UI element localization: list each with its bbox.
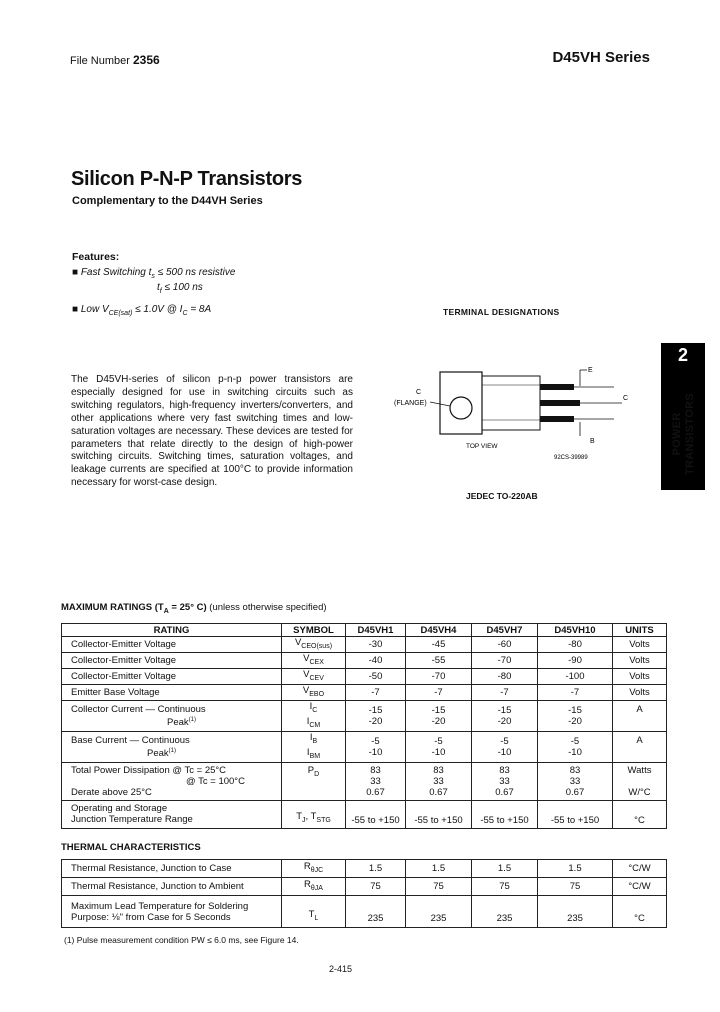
section-tab-label: POWER TRANSISTORS	[671, 393, 696, 475]
table-row: Collector-Emitter Voltage $V_{CEX}$ -40 -55 -70 -90 Volts	[62, 653, 667, 669]
table-row-power-dissipation: Total Power Dissipation @ Tc = 25°C @ Tc = 100°C Derate above 25°C $P_D$ 83 33 0.67 83 33 0.67 83 33 0.67 83 33 0.67 Watts W/°C	[62, 762, 667, 800]
bullet-icon: ■	[72, 267, 79, 278]
max-ratings-table	[61, 623, 667, 829]
table-row: Thermal Resistance, Junction to Case $R_{\theta JC}$ 1.5 1.5 1.5 1.5 °C/W	[62, 860, 667, 878]
table-row: Emitter Base Voltage $V_{EBO}$ -7 -7 -7 -7 Volts	[62, 685, 667, 701]
table-row: Collector-Emitter Voltage $V_{CEO(sus)}$ -30 -45 -60 -80 Volts	[62, 637, 667, 653]
label-c-pin: C	[623, 395, 629, 402]
features-heading: Features:	[72, 251, 120, 263]
page-subtitle: Complementary to the D44VH Series	[72, 195, 263, 207]
to220-package-diagram	[390, 362, 640, 462]
table-row-lead-temperature: Maximum Lead Temperature for Soldering Purpose: ⅛" from Case for 5 Seconds $T_L$ 235 235 235 235 °C	[62, 896, 667, 928]
label-e: E	[588, 367, 593, 374]
feature-fast-switching: ■ Fast Switching $t_s \le 500$ ns resistive	[72, 267, 236, 280]
label-flange: (FLANGE)	[394, 400, 427, 407]
section-tab-number: 2	[677, 345, 688, 365]
table-row: Collector-Emitter Voltage $V_{CEV}$ -50 -70 -80 -100 Volts	[62, 669, 667, 685]
thermal-title: THERMAL CHARACTERISTICS	[61, 842, 201, 853]
table-row: Thermal Resistance, Junction to Ambient $R_{\theta JA}$ 75 75 75 75 °C/W	[62, 878, 667, 896]
diagram-code: 92CS-39989	[554, 455, 588, 461]
file-number-label: File Number	[70, 55, 130, 67]
table-row-base-current: Base Current — Continuous Peak$^{(1)}$ $I_B$ $I_{BM}$ -5 -10 -5 -10 -5 -10 -5 -10 A	[62, 731, 667, 762]
label-c-flange: C	[416, 389, 422, 396]
terminal-designations-heading: TERMINAL DESIGNATIONS	[443, 307, 560, 317]
feature-low-vce: ■ Low $V_{CE(sat)} \le 1.0V$ @ $I_C = 8A$	[72, 304, 212, 317]
table-row-temperature: Operating and Storage Junction Temperature Range $T_J$, $T_{STG}$ -55 to +150 -55 to +150 -55 to +150 -55 to +150 °C	[62, 800, 667, 828]
max-ratings-title: MAXIMUM RATINGS ($T_A = 25^\circ$ C) (unless otherwise specified)	[61, 602, 327, 615]
bullet-icon: ■	[72, 304, 79, 315]
series-name: D45VH Series	[552, 49, 650, 66]
page-title: Silicon P-N-P Transistors	[71, 168, 303, 190]
table-row-collector-current: Collector Current — Continuous Peak$^{(1)}$ $I_C$ $I_{CM}$ -15 -20 -15 -20 -15 -20 -15 -20 A	[62, 701, 667, 732]
package-label: JEDEC TO-220AB	[466, 491, 538, 501]
page-number: 2-415	[329, 964, 353, 974]
footnote: (1) Pulse measurement condition PW ≤ 6.0 ms, see Figure 14.	[64, 935, 299, 945]
description-paragraph: The D45VH-series of silicon p-n-p power transistors are especially designed for use in switching circuits such as switching regulators, high-frequency inverters/converters, and other applications where very fast switching times and low-saturation voltages are necessary. These devices are tested for parameters that relate directly to the design of high-power switching circuits. Switching times, saturation voltages, and leakage currents are specified at 100°C to provide information necessary for worst-case design.	[71, 374, 353, 489]
file-number	[70, 53, 160, 67]
table-header-row: RATING SYMBOL D45VH1 D45VH4 D45VH7 D45VH10 UNITS	[62, 624, 667, 637]
label-b: B	[590, 438, 595, 445]
label-top-view: TOP VIEW	[466, 443, 498, 450]
feature-fall-time: $t_f \le 100$ ns	[157, 282, 203, 295]
file-number-value: 2356	[132, 53, 160, 67]
thermal-table	[61, 859, 667, 928]
